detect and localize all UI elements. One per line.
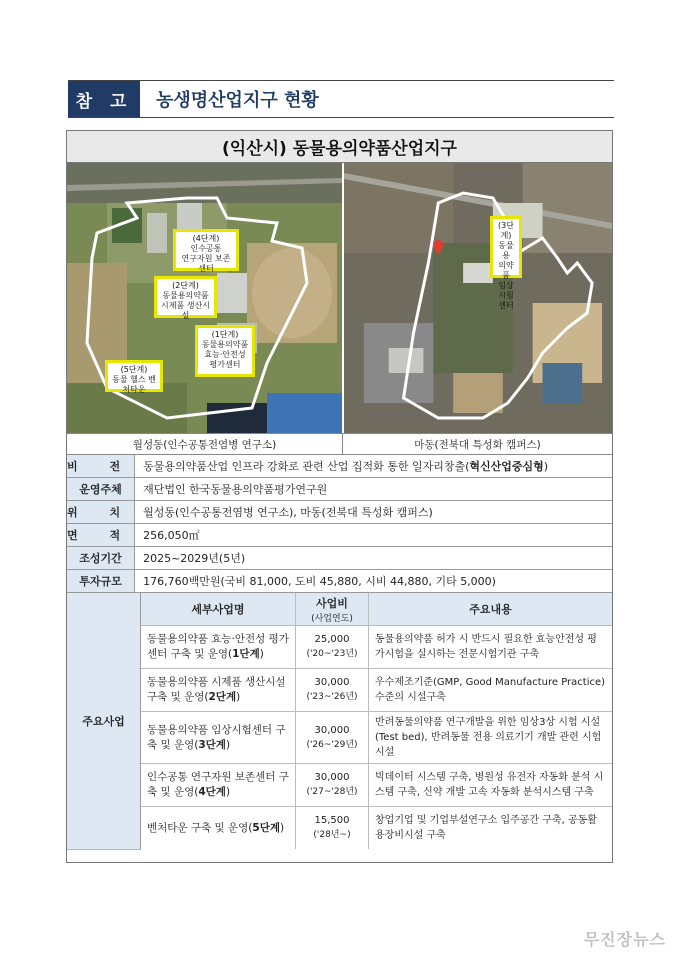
location-value: 월성동(인수공통전염병 연구소), 마동(전북대 특성화 캠퍼스)	[135, 501, 612, 524]
operator-label: 운영주체	[67, 478, 135, 501]
col-name-header: 세부사업명	[141, 593, 296, 626]
stage3-label: (3단계) 동물용 의약품 임상시험 센터	[490, 216, 522, 278]
business-content: 우수제조기준(GMP, Good Manufacture Practice) 수준의 시설구축	[369, 669, 613, 712]
location-label: 위 치	[67, 501, 135, 524]
stage2-label: (2단계) 동물용의약품 시제품 생산시설	[154, 276, 217, 318]
vision-label: 비 전	[67, 455, 135, 478]
business-cost: 30,000 ('23~'26년)	[296, 669, 369, 712]
news-watermark: 무진장뉴스	[583, 930, 666, 949]
business-cost: 30,000 ('26~'29년)	[296, 712, 369, 764]
vision-value: 동물용의약품산업 인프라 강화로 관련 산업 집적화 통한 일자리창출(혁신산업중심형)	[135, 455, 612, 478]
row-period	[67, 547, 612, 570]
stage1-label: (1단계) 동물용의약품 효능·안전성 평가센터	[195, 325, 255, 377]
stage5-label: (5단계) 동물 헬스 벤처타운	[105, 360, 163, 392]
business-name: 벤처타운 구축 및 운영(5단계)	[141, 807, 296, 850]
row-investment	[67, 570, 612, 593]
business-row	[67, 626, 612, 669]
map-wolseong	[67, 163, 344, 433]
caption-madong: 마동(전북대 특성화 캠퍼스)	[414, 438, 541, 451]
business-cost: 25,000 ('20~'23년)	[296, 626, 369, 669]
business-name: 동물용의약품 효능·안전성 평가센터 구축 및 운영(1단계)	[141, 626, 296, 669]
business-row	[67, 712, 612, 764]
district-box	[66, 130, 613, 863]
map-madong	[344, 163, 612, 433]
business-content: 동물용의약품 허가 시 반드시 필요한 효능안전성 평가시험을 실시하는 전문시험기관 구축	[369, 626, 613, 669]
business-row	[67, 764, 612, 807]
business-row	[67, 669, 612, 712]
business-name: 동물용의약품 임상시험센터 구축 및 운영(3단계)	[141, 712, 296, 764]
business-name: 동물용의약품 시제품 생산시설 구축 및 운영(2단계)	[141, 669, 296, 712]
period-label: 조성기간	[67, 547, 135, 570]
stage4-label: (4단계) 인수공통 연구자원 보존센터	[173, 229, 239, 271]
business-name: 인수공통 연구자원 보존센터 구축 및 운영(4단계)	[141, 764, 296, 807]
row-location	[67, 501, 612, 524]
info-table	[67, 455, 612, 593]
col-content-header: 주요내용	[369, 593, 613, 626]
investment-value: 176,760백만원(국비 81,000, 도비 45,880, 시비 44,880, 기타 5,000)	[135, 570, 612, 593]
page-title: 농생명산업지구 현황	[146, 81, 614, 117]
business-content: 창업기업 및 기업부설연구소 입주공간 구축, 공동활용장비시설 구축	[375, 815, 597, 841]
row-vision	[67, 455, 612, 478]
area-value: 256,050㎡	[135, 524, 612, 547]
business-header-row	[67, 593, 612, 626]
caption-wolseong: 월성동(인수공통전염병 연구소)	[67, 434, 343, 454]
district-title: (익산시) 동물용의약품산업지구	[67, 131, 612, 163]
business-label: 주요사업	[67, 593, 141, 849]
row-operator	[67, 478, 612, 501]
row-area	[67, 524, 612, 547]
col-cost-header: 사업비 (사업연도)	[296, 593, 369, 626]
maps-row	[67, 163, 612, 434]
map-captions	[67, 434, 612, 455]
section-header	[68, 80, 614, 118]
business-row	[67, 807, 612, 850]
business-cost: 15,500 ('28년~)	[296, 807, 369, 850]
area-label: 면 적	[67, 524, 135, 547]
satellite-image-right	[344, 163, 612, 433]
period-value: 2025~2029년(5년)	[135, 547, 612, 570]
operator-value: 재단법인 한국동물용의약품평가연구원	[135, 478, 612, 501]
business-table	[67, 593, 612, 850]
business-content: 반려동물의약품 연구개발을 위한 임상3상 시험 시설(Test bed), 반려동물 전용 의료기기 개발 관련 시험 시설	[369, 712, 613, 764]
business-cost: 30,000 ('27~'28년)	[296, 764, 369, 807]
investment-label: 투자규모	[67, 570, 135, 593]
business-content: 빅데이터 시스템 구축, 병원성 유전자 자동화 분석 시스템 구축, 신약 개발 고속 자동화 분석시스템 구축	[369, 764, 613, 807]
reference-tag: 참 고	[68, 81, 140, 117]
